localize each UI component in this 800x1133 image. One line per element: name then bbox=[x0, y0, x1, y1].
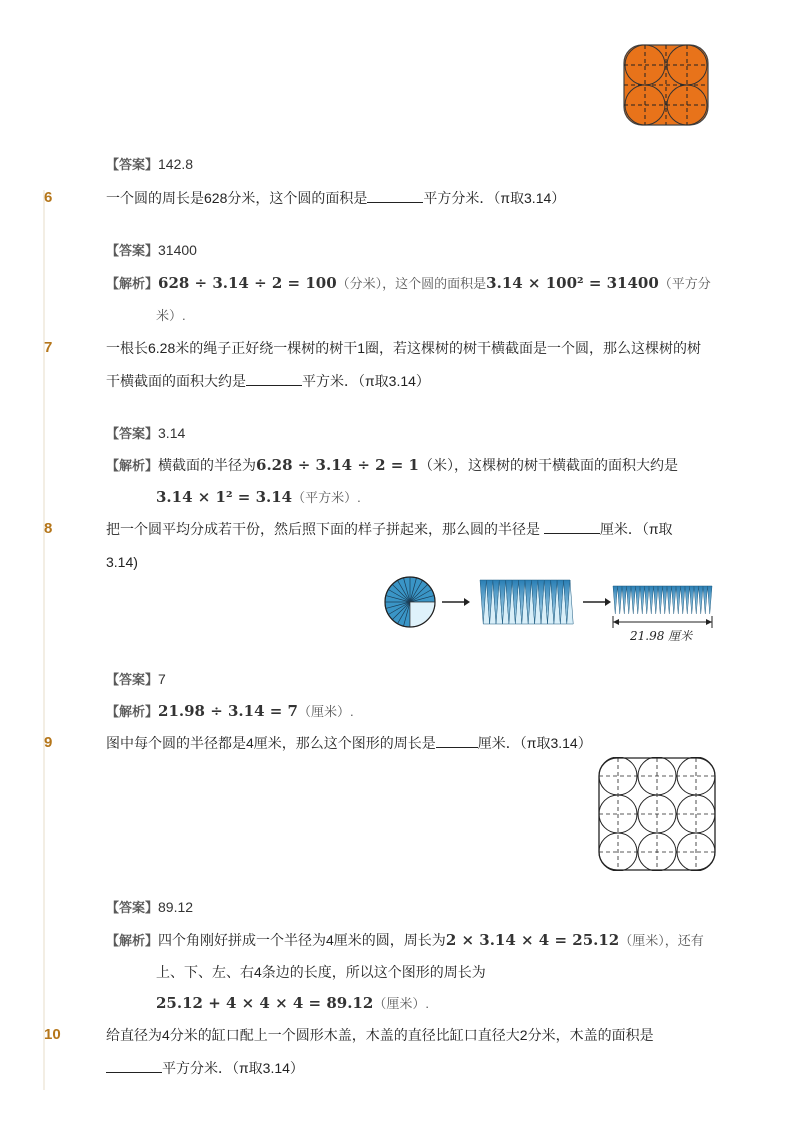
q9-analysis-line3 bbox=[156, 993, 429, 1014]
zigzag-strip-2 bbox=[613, 586, 712, 614]
q9-question bbox=[106, 733, 592, 753]
q10-question bbox=[106, 1025, 654, 1045]
q6-answer bbox=[106, 240, 197, 261]
q6-question bbox=[106, 188, 565, 208]
analysis-text: 四个角刚好拼成一个半径为4厘米的圆，周长为 bbox=[158, 932, 446, 948]
analysis-label: 【解析】 bbox=[106, 704, 159, 719]
math-expression: 21.98 ÷ 3.14 = 7 bbox=[158, 702, 298, 720]
question-text: 一根长6.28米的绳子正好绕一棵树的树干1圈，若这棵树的树干横截面是一个圆，那么这棵树的树 bbox=[106, 340, 702, 356]
q7-analysis-line2 bbox=[156, 487, 361, 508]
answer-value: 3.14 bbox=[158, 425, 186, 441]
question-text: 干横截面的面积大约是 bbox=[106, 373, 246, 389]
question-text: 厘米．（π取3.14） bbox=[477, 735, 592, 751]
question-text: 3.14) bbox=[106, 554, 138, 570]
q9-analysis-line2 bbox=[156, 962, 486, 982]
q6-analysis bbox=[106, 273, 711, 294]
q8-question-line2 bbox=[106, 552, 138, 572]
figure-length-label: 21.98 厘米 bbox=[630, 629, 693, 643]
q10-question-line2 bbox=[106, 1058, 304, 1078]
math-expression: 3.14 × 1² = 3.14 bbox=[156, 488, 293, 506]
four-circles-figure bbox=[623, 44, 709, 126]
math-expression: 6.28 ÷ 3.14 ÷ 2 = 1 bbox=[256, 456, 419, 474]
q9-analysis bbox=[106, 930, 704, 951]
q7-answer bbox=[106, 423, 185, 444]
analysis-text: 横截面的半径为 bbox=[158, 457, 257, 473]
question-number: 9 bbox=[44, 734, 53, 751]
q8-question bbox=[106, 519, 673, 539]
answer-blank bbox=[106, 1058, 162, 1073]
answer-label: 【答案】 bbox=[106, 157, 159, 172]
analysis-text: （平方米）. bbox=[292, 490, 361, 505]
question-text: 平方米．（π取3.14） bbox=[302, 373, 430, 389]
analysis-text: （平方分 bbox=[658, 276, 711, 291]
q8-answer bbox=[106, 669, 166, 690]
question-number: 10 bbox=[44, 1026, 61, 1043]
answer-blank bbox=[246, 371, 302, 386]
question-number: 6 bbox=[44, 189, 53, 206]
question-text: 图中每个圆的半径都是4厘米，那么这个图形的周长是 bbox=[106, 735, 436, 751]
answer-value: 7 bbox=[158, 671, 166, 687]
q7-question bbox=[106, 338, 701, 358]
answer-value: 31400 bbox=[158, 242, 197, 258]
q6-analysis-line2 bbox=[156, 305, 186, 326]
q5-answer bbox=[106, 154, 193, 175]
analysis-text: （厘米）. bbox=[373, 996, 429, 1011]
sector-circle bbox=[385, 577, 435, 627]
answer-label: 【答案】 bbox=[106, 900, 159, 915]
analysis-text: （分米），这个圆的面积是 bbox=[336, 276, 487, 291]
question-number: 8 bbox=[44, 520, 53, 537]
left-margin-bar bbox=[43, 190, 45, 1090]
analysis-text: 上、下、左、右4条边的长度，所以这个图形的周长为 bbox=[156, 964, 486, 980]
answer-value: 142.8 bbox=[158, 156, 194, 172]
analysis-text: （米），这棵树的树干横截面的面积大约是 bbox=[419, 457, 678, 473]
analysis-label: 【解析】 bbox=[106, 933, 159, 948]
question-number: 7 bbox=[44, 339, 53, 356]
analysis-text: （厘米），还有 bbox=[619, 933, 704, 948]
q7-question-line2 bbox=[106, 371, 430, 391]
nine-circles-figure bbox=[598, 757, 716, 871]
analysis-text: （厘米）. bbox=[297, 704, 354, 719]
q8-analysis bbox=[106, 701, 354, 722]
answer-blank bbox=[544, 519, 600, 534]
math-expression: 3.14 × 100² = 31400 bbox=[486, 274, 659, 292]
question-text: 平方分米．（π取3.14） bbox=[162, 1060, 304, 1076]
math-expression: 2 × 3.14 × 4 = 25.12 bbox=[445, 931, 620, 949]
answer-blank bbox=[367, 188, 423, 203]
q7-analysis bbox=[106, 455, 678, 476]
q9-answer bbox=[106, 897, 193, 918]
analysis-label: 【解析】 bbox=[106, 276, 159, 291]
math-expression: 628 ÷ 3.14 ÷ 2 = 100 bbox=[158, 274, 337, 292]
question-text: 一个圆的周长是628分米，这个圆的面积是 bbox=[106, 190, 368, 206]
answer-label: 【答案】 bbox=[106, 672, 159, 687]
answer-blank bbox=[436, 733, 478, 748]
circle-sectors-figure bbox=[380, 576, 720, 648]
analysis-text: 米）. bbox=[156, 308, 186, 323]
zigzag-strip-1 bbox=[480, 580, 573, 624]
analysis-label: 【解析】 bbox=[106, 458, 159, 473]
answer-label: 【答案】 bbox=[106, 243, 159, 258]
question-text: 给直径为4分米的缸口配上一个圆形木盖，木盖的直径比缸口直径大2分米，木盖的面积是 bbox=[106, 1027, 654, 1043]
answer-label: 【答案】 bbox=[106, 426, 159, 441]
answer-value: 89.12 bbox=[158, 899, 194, 915]
question-text: 把一个圆平均分成若干份，然后照下面的样子拼起来，那么圆的半径是 bbox=[106, 521, 544, 537]
question-text: 平方分米．（π取3.14） bbox=[423, 190, 566, 206]
question-text: 厘米．（π取 bbox=[599, 521, 673, 537]
math-expression: 25.12 + 4 × 4 × 4 = 89.12 bbox=[156, 994, 374, 1012]
